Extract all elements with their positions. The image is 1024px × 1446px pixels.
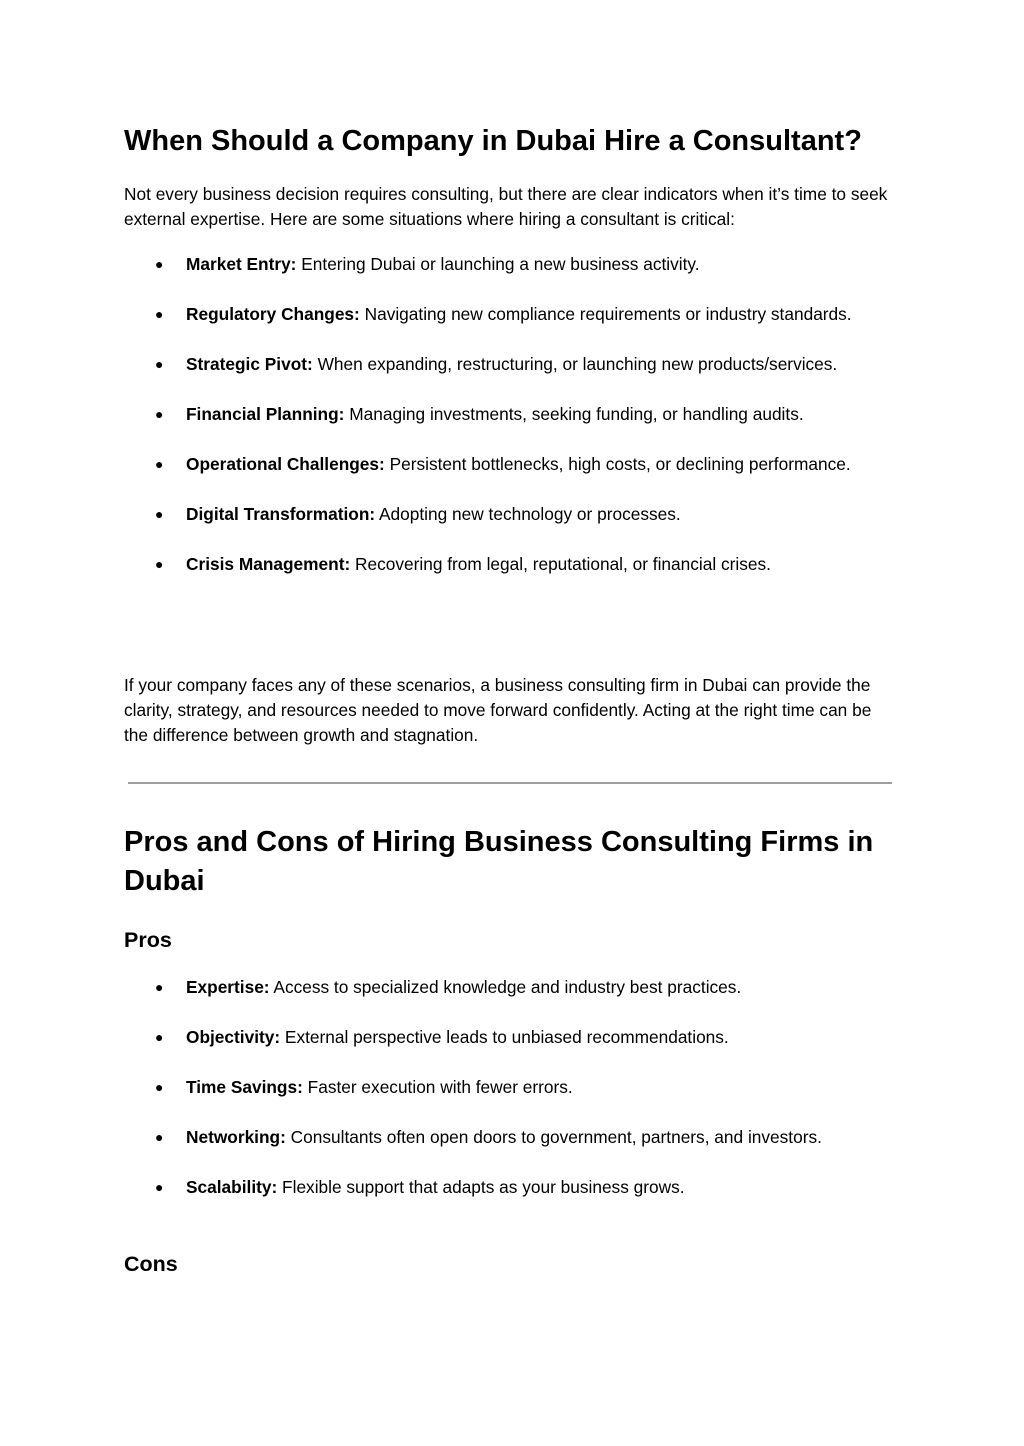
pros-list [124,975,900,1225]
list-item [124,1025,900,1050]
closing-paragraph: If your company faces any of these scenarios, a business consulting firm in Dubai can provide the clarity, strategy, and resources needed to move forward confidently. Acting at the right time can be the difference between growth and stagnation. [124,675,872,745]
list-item [124,402,900,427]
list-item-term: Financial Planning: [186,404,345,424]
intro-paragraph: Not every business decision requires consulting, but there are clear indicators when it’s time to seek external expertise. Here are some situations where hiring a consultant is critical: [124,184,888,229]
section-heading-pros-cons: Pros and Cons of Hiring Business Consulting Firms in Dubai [124,826,874,897]
section-divider [128,782,892,784]
list-item-term: Operational Challenges: [186,454,385,474]
list-item-text: External perspective leads to unbiased recommendations. [280,1027,729,1047]
situations-list [124,252,900,602]
list-item-text: Access to specialized knowledge and industry best practices. [269,977,742,997]
bullet-icon: ● [155,556,164,572]
list-item [124,452,900,477]
list-item [124,975,900,1000]
bullet-icon: ● [155,1179,164,1195]
list-item [124,502,900,527]
list-item-term: Crisis Management: [186,554,351,574]
list-item-text: Managing investments, seeking funding, or handling audits. [344,404,804,424]
list-item [124,1175,900,1200]
bullet-icon: ● [155,306,164,322]
list-item-text: Navigating new compliance requirements or industry standards. [359,304,852,324]
list-item-text: Consultants often open doors to government, partners, and investors. [285,1127,822,1147]
list-item-text: Recovering from legal, reputational, or financial crises. [350,554,771,574]
list-item-text: Entering Dubai or launching a new business activity. [296,254,700,274]
list-item [124,252,900,277]
list-item-text: Faster execution with fewer errors. [302,1077,573,1097]
list-item-term: Digital Transformation: [186,504,376,524]
list-item-text: When expanding, restructuring, or launching new products/services. [312,354,838,374]
list-item-term: Scalability: [186,1177,278,1197]
bullet-icon: ● [155,1129,164,1145]
list-item [124,1125,900,1150]
list-item-text: Persistent bottlenecks, high costs, or declining performance. [384,454,851,474]
list-item-term: Regulatory Changes: [186,304,360,324]
bullet-icon: ● [155,406,164,422]
pros-heading: Pros [124,928,172,952]
bullet-icon: ● [155,256,164,272]
list-item [124,302,900,327]
list-item-term: Time Savings: [186,1077,303,1097]
list-item-term: Strategic Pivot: [186,354,313,374]
bullet-icon: ● [155,1029,164,1045]
bullet-icon: ● [155,1079,164,1095]
bullet-icon: ● [155,979,164,995]
list-item-term: Expertise: [186,977,270,997]
list-item [124,552,900,577]
list-item-term: Market Entry: [186,254,297,274]
bullet-icon: ● [155,506,164,522]
list-item-text: Adopting new technology or processes. [375,504,681,524]
bullet-icon: ● [155,456,164,472]
list-item [124,352,900,377]
list-item-term: Networking: [186,1127,286,1147]
list-item [124,1075,900,1100]
cons-heading: Cons [124,1252,178,1276]
list-item-text: Flexible support that adapts as your business grows. [277,1177,685,1197]
list-item-term: Objectivity: [186,1027,281,1047]
section-heading-hire-consultant: When Should a Company in Dubai Hire a Consultant? [124,125,862,157]
bullet-icon: ● [155,356,164,372]
